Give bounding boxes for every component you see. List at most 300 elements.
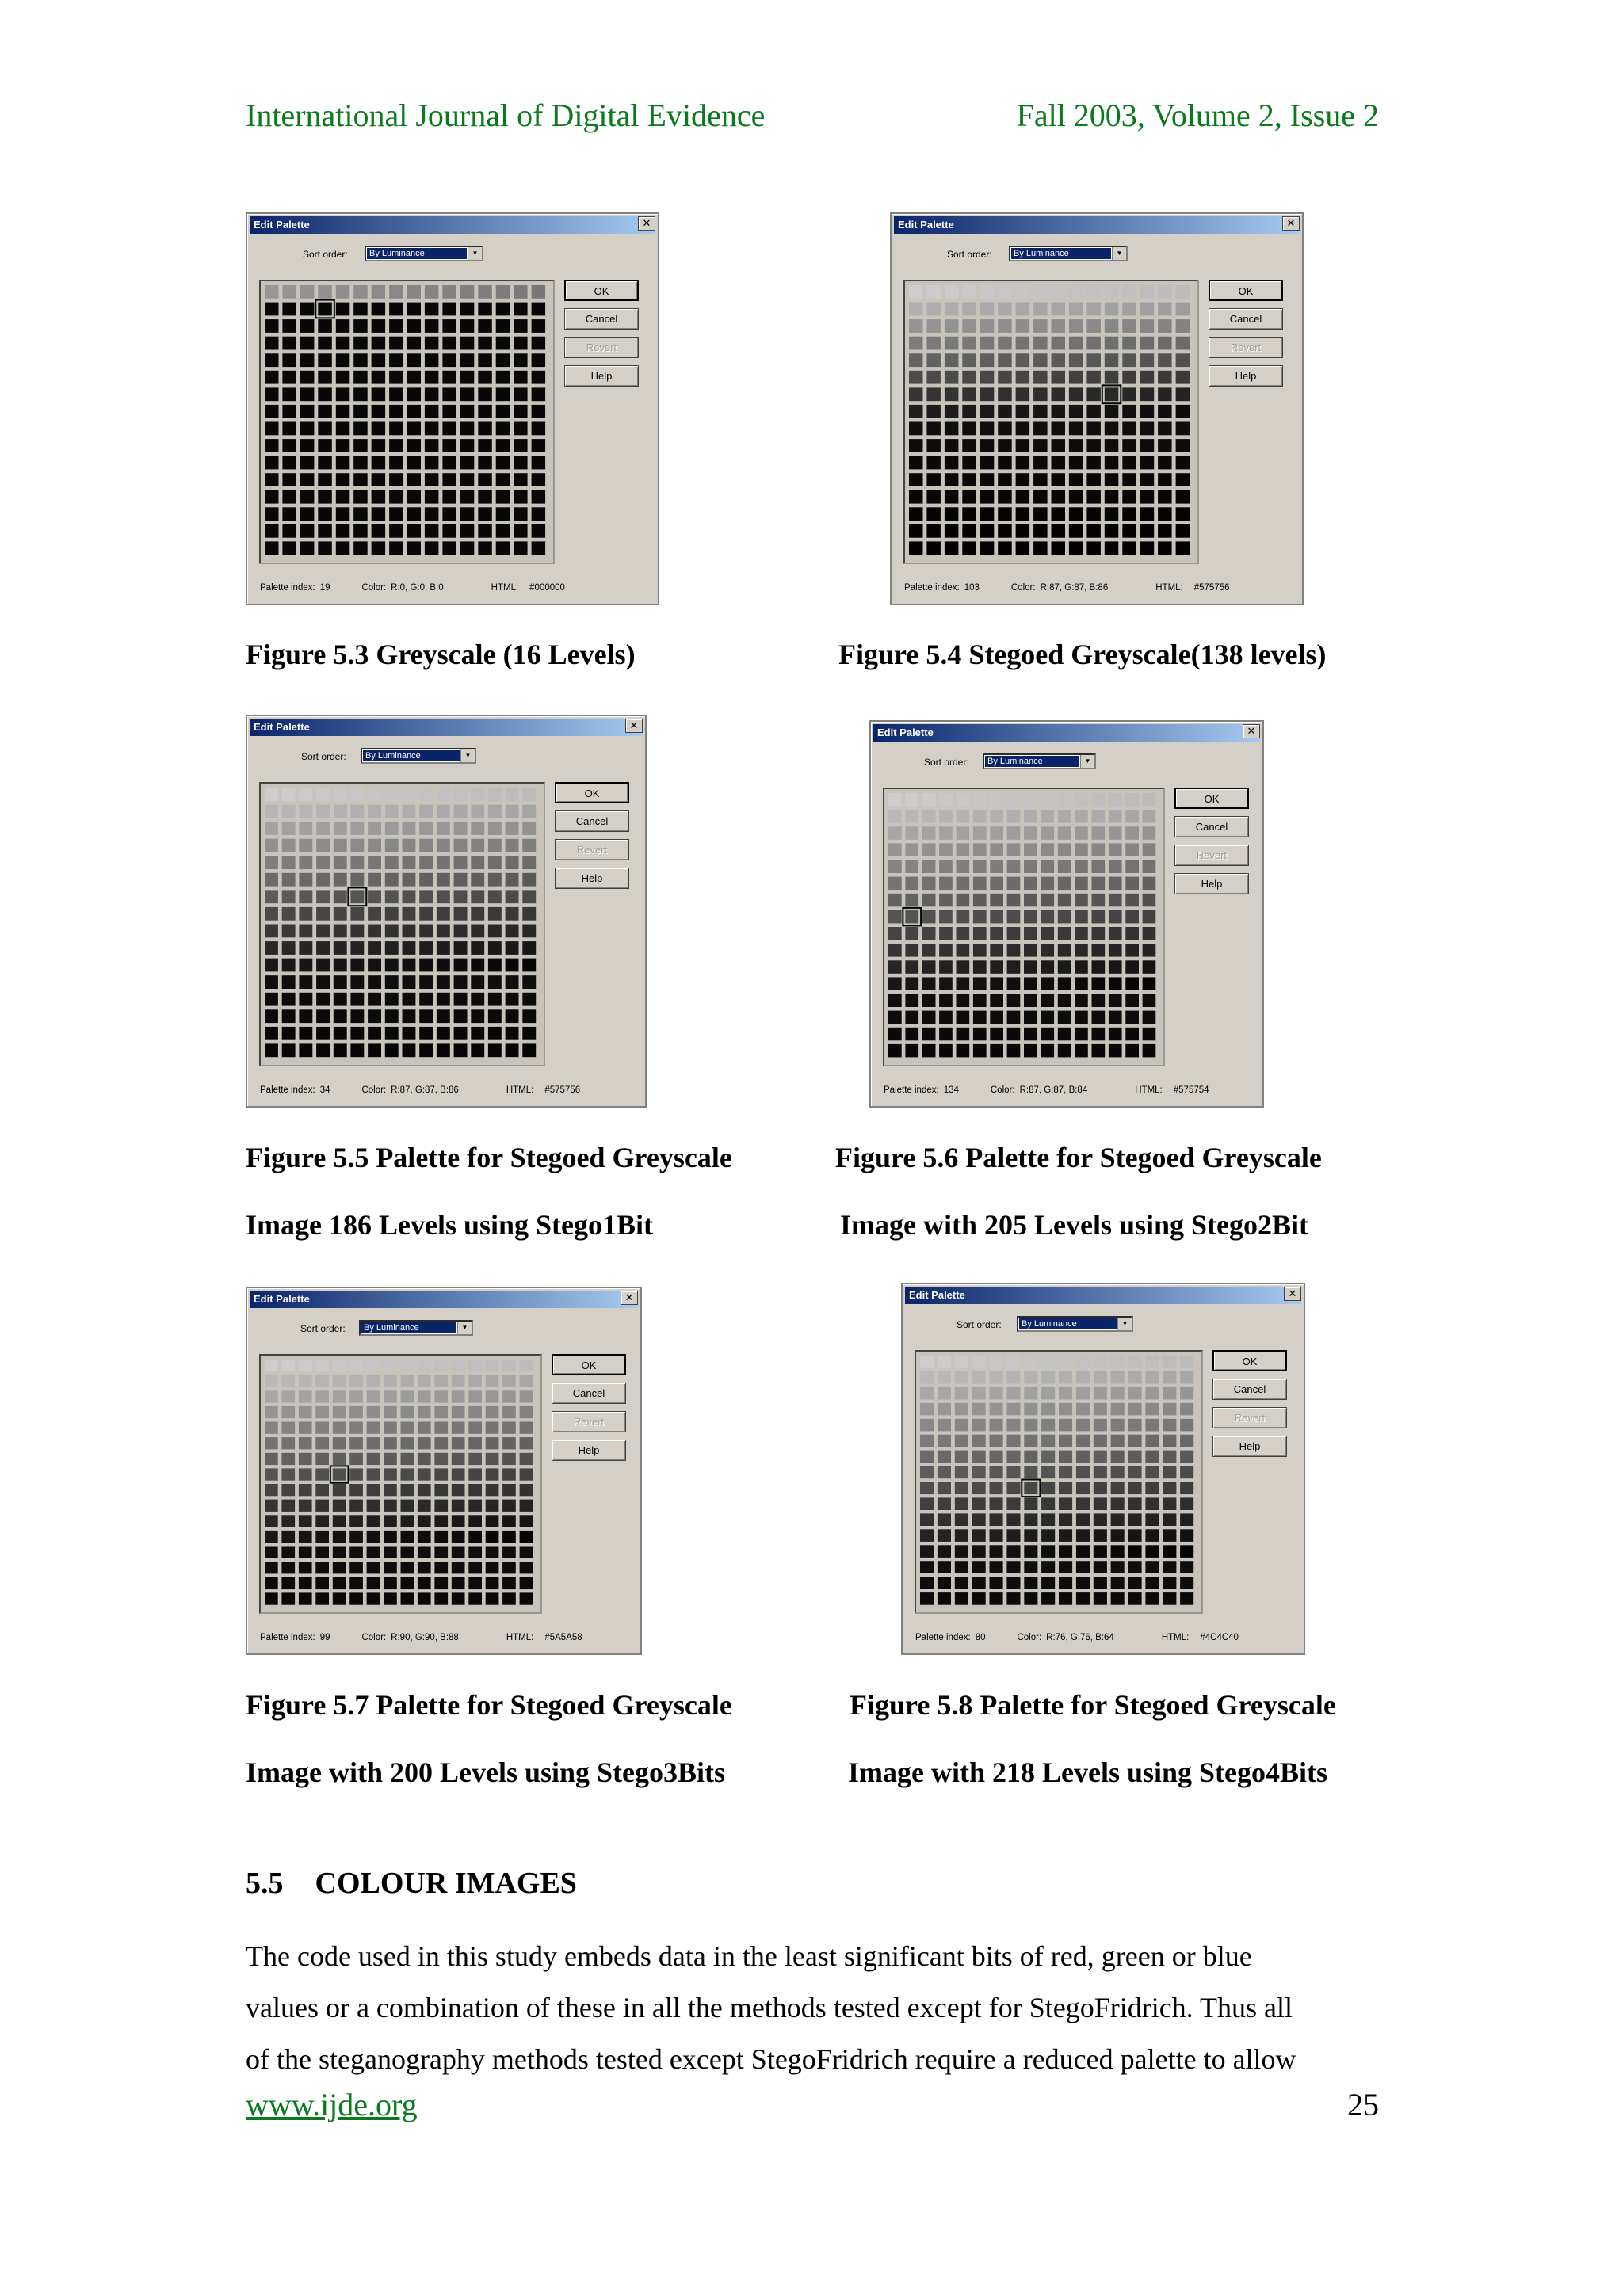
palette-swatch[interactable] [384,1592,397,1604]
palette-swatch[interactable] [442,456,456,470]
palette-swatch[interactable] [506,873,519,887]
palette-swatch[interactable] [1176,319,1190,333]
palette-swatch[interactable] [1145,1497,1159,1510]
palette-swatch[interactable] [909,473,923,486]
palette-swatch[interactable] [349,1437,363,1449]
palette-swatch[interactable] [926,422,941,436]
palette-swatch[interactable] [1041,1371,1055,1384]
palette-swatch[interactable] [350,1027,364,1040]
palette-swatch[interactable] [1128,1561,1142,1573]
palette-swatch[interactable] [522,873,536,887]
palette-swatch[interactable] [1075,910,1088,924]
palette-swatch[interactable] [333,1562,346,1573]
palette-swatch[interactable] [1075,877,1088,891]
palette-swatch[interactable] [938,1513,951,1526]
help-button[interactable]: Help [1209,365,1283,387]
palette-swatch[interactable] [265,353,279,367]
palette-swatch[interactable] [1163,1435,1176,1447]
palette-swatch[interactable] [514,456,528,470]
palette-swatch[interactable] [265,1531,278,1543]
palette-swatch[interactable] [990,1435,1003,1447]
palette-swatch[interactable] [945,303,959,316]
palette-swatch[interactable] [1024,894,1037,907]
palette-swatch[interactable] [419,1043,433,1057]
palette-swatch[interactable] [315,1577,329,1589]
palette-swatch[interactable] [909,353,923,367]
palette-swatch[interactable] [350,805,364,818]
palette-swatch[interactable] [418,1515,431,1527]
palette-swatch[interactable] [945,422,959,436]
palette-swatch[interactable] [334,856,347,869]
palette-swatch[interactable] [333,1453,346,1465]
palette-swatch[interactable] [1059,1371,1072,1384]
palette-swatch[interactable] [972,1371,986,1384]
palette-swatch[interactable] [1024,1577,1037,1589]
close-icon[interactable]: ✕ [1284,1287,1301,1301]
palette-swatch[interactable] [957,1011,970,1024]
palette-swatch[interactable] [1033,337,1048,350]
palette-swatch[interactable] [1033,371,1048,384]
palette-swatch[interactable] [496,303,510,316]
palette-swatch[interactable] [1125,826,1139,840]
palette-swatch[interactable] [488,925,502,938]
palette-swatch[interactable] [957,927,970,940]
palette-swatch[interactable] [1109,810,1122,823]
palette-swatch[interactable] [333,1577,346,1589]
palette-swatch[interactable] [939,960,953,974]
palette-swatch[interactable] [1111,1451,1125,1463]
palette-swatch[interactable] [401,1531,414,1543]
palette-swatch[interactable] [1180,1545,1193,1558]
palette-swatch[interactable] [419,822,433,835]
palette-swatch[interactable] [905,826,918,840]
palette-swatch[interactable] [962,405,976,418]
palette-swatch[interactable] [1158,439,1172,452]
palette-swatch[interactable] [282,371,296,384]
palette-swatch[interactable] [478,473,492,486]
palette-swatch[interactable] [334,941,347,955]
palette-swatch[interactable] [1041,910,1054,924]
palette-swatch[interactable] [425,524,439,538]
palette-swatch[interactable] [926,337,941,350]
palette-swatch[interactable] [367,1390,380,1402]
palette-swatch[interactable] [939,977,953,990]
palette-swatch[interactable] [1024,1497,1037,1510]
palette-swatch[interactable] [980,524,995,538]
palette-swatch[interactable] [514,541,528,555]
palette-swatch[interactable] [905,944,918,957]
palette-swatch[interactable] [1143,960,1156,974]
palette-swatch[interactable] [350,959,364,972]
palette-swatch[interactable] [316,839,330,852]
palette-swatch[interactable] [1006,1466,1020,1479]
palette-swatch[interactable] [299,1027,312,1040]
help-button[interactable]: Help [555,868,629,889]
palette-swatch[interactable] [1122,285,1136,299]
palette-swatch[interactable] [1140,387,1155,401]
palette-swatch[interactable] [316,993,330,1006]
palette-swatch[interactable] [334,873,347,887]
palette-swatch[interactable] [460,507,475,521]
palette-swatch[interactable] [454,975,468,989]
palette-swatch[interactable] [282,319,296,333]
palette-swatch[interactable] [434,1531,448,1543]
palette-swatch[interactable] [532,439,546,452]
palette-swatch[interactable] [300,387,315,401]
palette-swatch[interactable] [1180,1451,1193,1463]
palette-swatch[interactable] [972,1403,986,1416]
palette-swatch[interactable] [1059,1403,1072,1416]
palette-swatch[interactable] [522,959,536,972]
palette-swatch[interactable] [514,387,528,401]
palette-swatch[interactable] [419,839,433,852]
palette-swatch[interactable] [1007,960,1021,974]
palette-swatch[interactable] [300,473,315,486]
palette-swatch[interactable] [909,405,923,418]
palette-swatch[interactable] [265,337,279,350]
palette-swatch[interactable] [1125,977,1139,990]
palette-swatch[interactable] [990,1497,1003,1510]
palette-grid[interactable] [903,280,1199,564]
palette-swatch[interactable] [990,1561,1003,1573]
palette-swatch[interactable] [1086,490,1101,504]
palette-swatch[interactable] [520,1406,533,1418]
palette-swatch[interactable] [1105,507,1119,521]
palette-swatch[interactable] [418,1406,431,1418]
palette-swatch[interactable] [955,1592,968,1605]
palette-swatch[interactable] [1059,1419,1072,1432]
palette-swatch[interactable] [888,810,902,823]
palette-swatch[interactable] [496,439,510,452]
palette-swatch[interactable] [506,1027,519,1040]
palette-swatch[interactable] [385,1009,399,1023]
palette-swatch[interactable] [926,353,941,367]
palette-swatch[interactable] [1007,843,1021,856]
palette-swatch[interactable] [300,541,315,555]
palette-swatch[interactable] [1176,353,1190,367]
palette-swatch[interactable] [454,822,468,835]
palette-swatch[interactable] [403,907,416,921]
palette-swatch[interactable] [403,1027,416,1040]
palette-swatch[interactable] [532,319,546,333]
palette-swatch[interactable] [1076,1435,1090,1447]
palette-swatch[interactable] [454,907,468,921]
close-icon[interactable]: ✕ [625,719,643,733]
palette-swatch[interactable] [938,1466,951,1479]
palette-swatch[interactable] [973,860,987,874]
palette-swatch[interactable] [299,1562,312,1573]
palette-swatch[interactable] [350,873,364,887]
palette-swatch[interactable] [1145,1561,1159,1573]
palette-swatch[interactable] [315,1562,329,1573]
palette-swatch[interactable] [1086,319,1101,333]
palette-swatch[interactable] [1007,860,1021,874]
palette-swatch[interactable] [368,925,381,938]
palette-swatch[interactable] [1069,524,1083,538]
palette-swatch[interactable] [367,1453,380,1465]
palette-swatch[interactable] [973,927,987,940]
palette-swatch[interactable] [265,1453,278,1465]
palette-swatch[interactable] [353,337,368,350]
palette-swatch[interactable] [460,473,475,486]
palette-swatch[interactable] [1176,337,1190,350]
palette-swatch[interactable] [385,890,399,903]
palette-swatch[interactable] [282,941,296,955]
palette-swatch[interactable] [389,490,403,504]
palette-swatch[interactable] [1007,910,1021,924]
palette-swatch[interactable] [336,405,350,418]
palette-swatch[interactable] [1163,1592,1176,1605]
palette-swatch[interactable] [336,541,350,555]
palette-swatch[interactable] [972,1387,986,1400]
palette-swatch[interactable] [299,1375,312,1387]
palette-swatch[interactable] [1105,319,1119,333]
palette-swatch[interactable] [425,285,439,299]
palette-swatch[interactable] [452,1360,465,1371]
palette-swatch[interactable] [998,371,1012,384]
palette-swatch[interactable] [468,1577,482,1589]
palette-swatch[interactable] [909,524,923,538]
palette-swatch[interactable] [368,1027,381,1040]
palette-swatch[interactable] [478,541,492,555]
palette-swatch[interactable] [1163,1466,1176,1479]
palette-swatch[interactable] [922,1044,936,1058]
palette-swatch[interactable] [909,490,923,504]
palette-swatch[interactable] [350,1043,364,1057]
palette-swatch[interactable] [506,993,519,1006]
palette-swatch[interactable] [454,805,468,818]
palette-swatch[interactable] [454,1009,468,1023]
palette-swatch[interactable] [349,1500,363,1512]
palette-swatch[interactable] [315,1360,329,1371]
palette-swatch[interactable] [1024,843,1037,856]
palette-swatch[interactable] [957,960,970,974]
palette-swatch[interactable] [962,353,976,367]
palette-swatch[interactable] [281,1577,295,1589]
palette-swatch[interactable] [922,894,936,907]
palette-swatch[interactable] [514,353,528,367]
palette-swatch[interactable] [452,1562,465,1573]
palette-swatch[interactable] [1007,1028,1021,1041]
palette-swatch[interactable] [265,456,279,470]
palette-swatch[interactable] [468,1547,482,1558]
palette-swatch[interactable] [920,1387,934,1400]
palette-swatch[interactable] [1041,927,1054,940]
palette-swatch[interactable] [334,1043,347,1057]
palette-swatch[interactable] [1163,1356,1176,1368]
palette-swatch[interactable] [353,439,368,452]
palette-swatch[interactable] [1122,303,1136,316]
palette-swatch[interactable] [990,1529,1003,1542]
palette-swatch[interactable] [265,1562,278,1573]
palette-swatch[interactable] [532,541,546,555]
palette-swatch[interactable] [407,387,422,401]
palette-swatch[interactable] [1075,860,1088,874]
palette-swatch[interactable] [385,788,399,801]
palette-swatch[interactable] [442,353,456,367]
palette-swatch[interactable] [1024,1356,1037,1368]
palette-swatch[interactable] [350,822,364,835]
palette-swatch[interactable] [1092,860,1106,874]
palette-swatch[interactable] [419,925,433,938]
palette-swatch[interactable] [532,524,546,538]
palette-swatch[interactable] [460,319,475,333]
palette-swatch[interactable] [998,456,1012,470]
palette-swatch[interactable] [442,524,456,538]
palette-swatch[interactable] [1024,910,1037,924]
palette-swatch[interactable] [1041,1592,1055,1605]
palette-swatch[interactable] [300,405,315,418]
palette-swatch[interactable] [282,439,296,452]
palette-swatch[interactable] [922,843,936,856]
palette-swatch[interactable] [520,1515,533,1527]
palette-swatch[interactable] [496,371,510,384]
palette-swatch[interactable] [318,541,332,555]
palette-swatch[interactable] [980,387,995,401]
palette-swatch[interactable] [419,1009,433,1023]
palette-swatch[interactable] [502,1375,516,1387]
palette-swatch[interactable] [1145,1482,1159,1495]
palette-swatch[interactable] [1140,507,1155,521]
palette-swatch[interactable] [389,456,403,470]
palette-swatch[interactable] [945,405,959,418]
palette-swatch[interactable] [920,1545,934,1558]
palette-swatch[interactable] [434,1577,448,1589]
palette-swatch[interactable] [1143,793,1156,807]
palette-swatch[interactable] [442,319,456,333]
palette-swatch[interactable] [1052,507,1066,521]
palette-swatch[interactable] [460,524,475,538]
palette-swatch[interactable] [1158,387,1172,401]
palette-swatch[interactable] [905,994,918,1008]
palette-swatch[interactable] [939,894,953,907]
palette-swatch[interactable] [486,1562,499,1573]
palette-swatch[interactable] [401,1500,414,1512]
palette-swatch[interactable] [434,1437,448,1449]
palette-swatch[interactable] [1125,860,1139,874]
palette-swatch[interactable] [418,1500,431,1512]
palette-swatch[interactable] [419,959,433,972]
palette-swatch[interactable] [496,490,510,504]
palette-swatch[interactable] [452,1390,465,1402]
palette-swatch[interactable] [522,925,536,938]
palette-swatch[interactable] [1016,490,1030,504]
palette-swatch[interactable] [1033,439,1048,452]
palette-swatch[interactable] [367,1375,380,1387]
palette-swatch[interactable] [1033,303,1048,316]
palette-swatch[interactable] [1024,1403,1037,1416]
palette-swatch[interactable] [486,1468,499,1480]
palette-swatch[interactable] [1111,1561,1125,1573]
palette-swatch[interactable] [938,1497,951,1510]
palette-swatch[interactable] [372,319,386,333]
palette-swatch[interactable] [1145,1529,1159,1542]
palette-swatch[interactable] [1041,1356,1055,1368]
palette-swatch[interactable] [888,826,902,840]
palette-swatch[interactable] [962,319,976,333]
palette-swatch[interactable] [1059,1387,1072,1400]
palette-swatch[interactable] [998,524,1012,538]
palette-swatch[interactable] [506,822,519,835]
palette-swatch[interactable] [1007,927,1021,940]
palette-swatch[interactable] [486,1515,499,1527]
palette-swatch[interactable] [1094,1545,1107,1558]
palette-swatch[interactable] [506,890,519,903]
palette-swatch[interactable] [282,805,296,818]
palette-swatch[interactable] [350,925,364,938]
palette-swatch[interactable] [1143,894,1156,907]
palette-swatch[interactable] [506,1009,519,1023]
palette-swatch[interactable] [350,907,364,921]
palette-swatch[interactable] [1086,439,1101,452]
palette-swatch[interactable] [926,439,941,452]
palette-swatch[interactable] [1145,1419,1159,1432]
palette-swatch[interactable] [353,524,368,538]
palette-swatch[interactable] [1052,319,1066,333]
palette-swatch[interactable] [1145,1387,1159,1400]
palette-swatch[interactable] [403,1009,416,1023]
palette-swatch[interactable] [973,994,987,1008]
palette-swatch[interactable] [939,1044,953,1058]
palette-swatch[interactable] [282,1009,296,1023]
palette-swatch[interactable] [1094,1561,1107,1573]
palette-swatch[interactable] [1094,1356,1107,1368]
palette-swatch[interactable] [1143,910,1156,924]
palette-swatch[interactable] [1069,456,1083,470]
palette-swatch[interactable] [437,856,450,869]
palette-swatch[interactable] [425,439,439,452]
palette-swatch[interactable] [990,944,1003,957]
palette-swatch[interactable] [265,1515,278,1527]
palette-swatch[interactable] [1105,285,1119,299]
palette-swatch[interactable] [478,303,492,316]
palette-swatch[interactable] [1016,337,1030,350]
palette-swatch[interactable] [1007,944,1021,957]
palette-swatch[interactable] [972,1482,986,1495]
sort-order-dropdown[interactable] [1017,1316,1133,1332]
palette-swatch[interactable] [265,1390,278,1402]
palette-swatch[interactable] [1041,994,1054,1008]
palette-swatch[interactable] [282,422,296,436]
palette-swatch[interactable] [1109,860,1122,874]
palette-swatch[interactable] [401,1422,414,1434]
palette-swatch[interactable] [1075,944,1088,957]
palette-swatch[interactable] [401,1577,414,1589]
palette-swatch[interactable] [353,456,368,470]
palette-swatch[interactable] [1109,910,1122,924]
palette-swatch[interactable] [349,1592,363,1604]
palette-swatch[interactable] [1069,285,1083,299]
palette-swatch[interactable] [372,337,386,350]
palette-swatch[interactable] [454,788,468,801]
palette-swatch[interactable] [454,925,468,938]
palette-swatch[interactable] [442,422,456,436]
palette-swatch[interactable] [372,353,386,367]
palette-swatch[interactable] [532,422,546,436]
palette-swatch[interactable] [926,456,941,470]
palette-swatch[interactable] [1145,1435,1159,1447]
palette-swatch[interactable] [939,994,953,1008]
palette-swatch[interactable] [1016,422,1030,436]
palette-swatch[interactable] [1052,473,1066,486]
palette-swatch[interactable] [1122,319,1136,333]
palette-swatch[interactable] [905,977,918,990]
palette-swatch[interactable] [920,1561,934,1573]
palette-swatch[interactable] [353,507,368,521]
palette-swatch[interactable] [333,1468,346,1480]
palette-swatch[interactable] [1007,877,1021,891]
palette-swatch[interactable] [315,1422,329,1434]
